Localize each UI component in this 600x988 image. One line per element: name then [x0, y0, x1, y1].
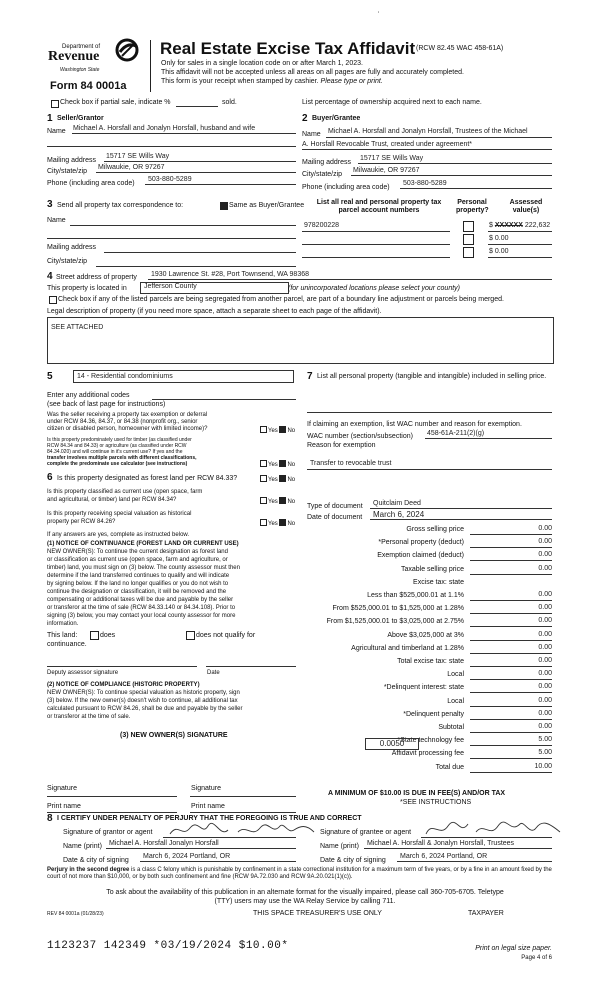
timber-yes-no: Yes No [260, 460, 295, 469]
buyer-city-label: City/state/zip [302, 171, 343, 178]
additional-codes-line[interactable] [152, 399, 296, 400]
tax-row-line [470, 745, 552, 746]
tax-row-label: *Delinquent penalty [403, 711, 464, 718]
correspondence-name-line-2[interactable] [47, 238, 296, 239]
historic-question-1: Is this property receiving special valuation as historical [47, 511, 192, 517]
buyer-name-line-2 [302, 149, 552, 150]
deputy-signature-label: Deputy assessor signature [47, 670, 119, 676]
seller-name-label: Name [47, 128, 66, 135]
notice2-body-line: (3) below. If the new owner(s) doesn't wish to continue, all additional tax [47, 698, 238, 704]
notice1-body-line: timber) land, you must sign on (3) below. The county assessor must then [47, 565, 240, 571]
notice2-title: (2) NOTICE OF COMPLIANCE (HISTORIC PROPERTY) [47, 682, 200, 688]
treasurer-stamp: 1123237 142349 *03/19/2024 $10.00* [47, 940, 289, 952]
notice1-body-line: information. [47, 621, 79, 627]
parcel-value-struck: XXXXXX [494, 222, 523, 229]
tax-row-value[interactable]: 5.00 [538, 749, 552, 756]
section-6-number: 6 [47, 472, 53, 483]
owner-print-line-1[interactable] [47, 812, 177, 813]
header-note-3: This form is your receipt when stamped by cashier. Please type or print. [161, 78, 383, 85]
parcel-value-1: $ XXXXXX 222,632 [489, 222, 551, 229]
seller-heading: Seller/Grantor [57, 115, 104, 122]
correspondence-label: Send all property tax correspondence to: [57, 202, 184, 209]
section-7-number: 7 [307, 371, 313, 382]
deputy-signature-line[interactable] [47, 666, 197, 667]
tax-row-value[interactable]: 10.00 [534, 763, 552, 770]
tax-row-label: *Personal property (deduct) [378, 539, 464, 546]
seller-mailing-label: Mailing address [47, 157, 97, 164]
land-does-not-label: does not qualify for [196, 632, 256, 639]
accessibility-note-2: (TTY) users may use the WA Relay Service by calling 711. [214, 898, 396, 905]
tax-row-line [470, 679, 552, 680]
parcel-personal-checkbox-1[interactable] [463, 221, 474, 232]
buyer-name-label: Name [302, 131, 321, 138]
notice1-body-line: or classification as current use (open space, farm and agriculture, or [47, 557, 228, 563]
section-8-number: 8 [47, 813, 53, 824]
tax-row-value[interactable]: 0.00 [538, 683, 552, 690]
segregated-checkbox[interactable] [49, 296, 57, 304]
tax-row-label: Total due [435, 764, 464, 771]
exemption-question-1: Was the seller receiving a property tax exemption or deferral [47, 412, 208, 418]
claim-exemption-label: If claiming an exemption, list WAC number and reason for exemption. [307, 421, 522, 428]
header-note-3-italic: Please type or print. [320, 78, 383, 85]
owner-signature-line-2[interactable] [190, 796, 296, 797]
tax-row-line [470, 626, 552, 627]
parcel-value-3: $ 0.00 [489, 248, 509, 255]
notice1-body-line: by signing below. If the land no longer qualifies or you do not wish to [47, 581, 229, 587]
grantee-name-line [364, 848, 552, 849]
personal-property-label: List all personal property (tangible and intangible) included in selling price. [317, 373, 547, 380]
owner-print-label-1: Print name [47, 803, 81, 810]
page-number: Page 4 of 6 [521, 955, 552, 961]
section-5-number: 5 [47, 371, 53, 382]
street-line [148, 279, 552, 280]
notice1-body-line: compensating or additional taxes will be due and payable by the seller [47, 597, 234, 603]
see-instructions-note: *SEE INSTRUCTIONS [400, 799, 472, 806]
notice1-body-line: or transferor at the time of sale (RCW 84.33.140 or 84.34.108). Prior to [47, 605, 236, 611]
this-land-label: This land: [47, 632, 78, 639]
tax-row-value[interactable]: 0.00 [538, 604, 552, 611]
notice1-body-line: NEW OWNER(S): To continue the current designation as forest land [47, 549, 228, 555]
dept-line2: Revenue [48, 49, 100, 64]
correspondence-mailing-label: Mailing address [47, 244, 97, 251]
buyer-phone[interactable]: 503-880-5289 [403, 180, 447, 187]
section-4-number: 4 [47, 271, 53, 282]
if-any-note: If any answers are yes, complete as instructed below. [47, 532, 190, 538]
personal-property-line[interactable] [307, 412, 552, 413]
seller-phone[interactable]: 503-880-5289 [148, 176, 192, 183]
doc-type-label: Type of document [307, 503, 363, 510]
tax-row-value[interactable]: 0.00 [538, 631, 552, 638]
tax-row-label: Taxable selling price [400, 566, 464, 573]
tax-row-value[interactable]: 0.00 [538, 723, 552, 730]
doc-date-line [370, 519, 552, 520]
tax-row-line [470, 534, 552, 535]
tax-row-value[interactable]: 0.00 [538, 617, 552, 624]
tax-row-value[interactable]: 0.00 [538, 525, 552, 532]
open-space-yes-checkbox[interactable] [260, 497, 267, 504]
notice2-body-line: calculated pursuant to RCW 84.26, shall be due and payable by the seller [47, 706, 243, 712]
form-number: Form 84 0001a [50, 80, 127, 92]
timber-no-checkbox[interactable] [279, 460, 286, 467]
seller-city-label: City/state/zip [47, 168, 88, 175]
timber-question-4: transfer involves multiple parcels with different classifications, [47, 455, 197, 461]
tax-row-value[interactable]: 0.00 [538, 565, 552, 572]
grantor-date-line [140, 861, 296, 862]
section-3-number: 3 [47, 199, 53, 210]
buyer-name-2[interactable]: A. Horsfall Revocable Trust, created under agreement* [302, 141, 473, 148]
grantor-signature-label: Signature of grantor or agent [63, 829, 153, 836]
timber-question-1: Is this property predominately used for timber (as classified under [47, 437, 192, 443]
street-label: Street address of property [56, 274, 137, 281]
tax-row-label: Local [447, 671, 464, 678]
historic-no-checkbox[interactable] [279, 519, 286, 526]
owner-print-line-2[interactable] [190, 812, 296, 813]
tax-row-value[interactable]: 0.00 [538, 538, 552, 545]
correspondence-name-label: Name [47, 217, 66, 224]
tax-row-line [470, 574, 552, 575]
exemption-yes-checkbox[interactable] [260, 426, 267, 433]
historic-question-2: property per RCW 84.26? [47, 519, 116, 525]
legal-description-box[interactable] [47, 317, 554, 364]
tax-row-line [470, 640, 552, 641]
tax-row-line [470, 719, 552, 720]
seller-name-line-2 [47, 146, 296, 147]
tax-row-line [470, 666, 552, 667]
notice1-title: (1) NOTICE OF CONTINUANCE (FOREST LAND OR CURRENT USE) [47, 541, 239, 547]
tax-row-label: Local [447, 698, 464, 705]
local-rate-input[interactable]: 0.0050 [365, 738, 419, 750]
exemption-yes-no: Yes No [260, 426, 295, 435]
buyer-phone-line [400, 188, 552, 189]
seller-mailing[interactable]: 15717 SE Wills Way [106, 153, 170, 160]
notice2-body-line: NEW OWNER(S): To continue special valuation as historic property, sign [47, 690, 240, 696]
doc-date[interactable]: March 6, 2024 [373, 510, 425, 519]
notice1-body-line: determine if the land transferred continues to qualify and will indicate [47, 573, 230, 579]
tax-row-label: Exemption claimed (deduct) [377, 552, 464, 559]
historic-yes-no: Yes No [260, 519, 295, 528]
partial-sale-label: Check box if partial sale, indicate % [60, 99, 171, 106]
tax-row-value[interactable]: 0.00 [538, 710, 552, 717]
partial-sale-line [176, 106, 218, 107]
header-note-2: This affidavit will not be accepted unless all areas on all pages are fully and accurately completed. [161, 69, 464, 76]
buyer-mailing-label: Mailing address [302, 159, 352, 166]
exemption-reason[interactable]: Transfer to revocable trust [310, 460, 392, 467]
parcel-line-3[interactable] [302, 257, 450, 258]
buyer-name-line [326, 137, 552, 138]
timber-question-3: 84.34.020) and will continue in it's current use? If yes and the [47, 449, 183, 455]
reason-label: Reason for exemption [307, 442, 376, 449]
notice3-title: (3) NEW OWNER(S) SIGNATURE [120, 732, 228, 739]
forest-yes-checkbox[interactable] [260, 475, 267, 482]
parcel-value-line-1 [488, 231, 552, 232]
forest-no-checkbox[interactable] [279, 475, 286, 482]
tax-row-value[interactable]: 0.00 [538, 644, 552, 651]
correspondence-name-line[interactable] [70, 225, 296, 226]
located-label: This property is located in [47, 285, 127, 292]
buyer-name-1[interactable]: Michael A. Horsfall and Jonalyn Horsfall, Trustees of the Michael [328, 128, 528, 135]
doc-type[interactable]: Quitclaim Deed [373, 500, 421, 507]
tax-row-label: Gross selling price [406, 526, 464, 533]
segregated-note: Check box if any of the listed parcels are being segregated from another parcel, are part of a boundary line adjustment or parcels being merged. [58, 296, 504, 303]
county-select[interactable]: Jefferson County [140, 282, 289, 294]
open-space-no-checkbox[interactable] [279, 497, 286, 504]
form-title: Real Estate Excise Tax Affidavit [160, 39, 416, 58]
tax-row-label: Total excise tax: state [397, 658, 464, 665]
seller-city[interactable]: Milwaukie, OR 97267 [98, 164, 165, 171]
buyer-heading: Buyer/Grantee [312, 115, 361, 122]
seller-city-line [96, 172, 296, 173]
same-as-buyer-checkbox[interactable] [220, 202, 228, 210]
parcel-assessed-header: Assessed value(s) [509, 199, 543, 214]
parcel-personal-checkbox-2[interactable] [463, 234, 474, 245]
grantor-name[interactable]: Michael A. Horsfall Jonalyn Horsfall [109, 840, 219, 847]
grantor-date-label: Date & city of signing [63, 857, 129, 864]
owner-signature-line-1[interactable] [47, 796, 177, 797]
buyer-city[interactable]: Milwaukie, OR 97267 [353, 167, 420, 174]
owner-signature-label-1: Signature [47, 785, 77, 792]
tax-row-line [470, 653, 552, 654]
tax-row-value[interactable]: 5.00 [538, 736, 552, 743]
grantee-date-label: Date & city of signing [320, 857, 386, 864]
parcel-number-1[interactable]: 978200228 [304, 222, 340, 229]
tax-row-line [470, 732, 552, 733]
parcel-line-2[interactable] [302, 244, 450, 245]
land-does-checkbox[interactable] [90, 631, 99, 640]
doc-date-label: Date of document [307, 514, 363, 521]
revision-code: REV 84 0001a (01/28/23) [47, 911, 104, 917]
correspondence-city-label: City/state/zip [47, 258, 88, 265]
seller-mailing-line [104, 161, 296, 162]
parcel-value-line-2 [488, 244, 552, 245]
notice1-body-line: signing (3) below, you may contact your local county assessor for more [47, 613, 236, 619]
correspondence-city-line[interactable] [96, 266, 296, 267]
partial-sale-suffix: sold. [222, 99, 237, 106]
grantor-name-line [106, 848, 296, 849]
dept-line3: Washington State [60, 67, 100, 73]
tax-row-line [470, 560, 552, 561]
parcel-line-1 [302, 231, 450, 232]
open-space-yes-no: Yes No [260, 497, 295, 506]
timber-yes-checkbox[interactable] [260, 460, 267, 467]
reason-line [307, 469, 552, 470]
grantor-name-label: Name (print) [63, 843, 102, 850]
grantor-date-city[interactable]: March 6, 2024 Portland, OR [143, 853, 231, 860]
street-address[interactable]: 1930 Lawrence St. #28, Port Townsend, WA 98368 [151, 271, 309, 278]
accessibility-note-1: To ask about the availability of this publication in an alternate format for the visually impaired, please call 360-705-6705. Teletype [106, 889, 504, 896]
partial-sale-checkbox[interactable] [51, 100, 59, 108]
tax-row-value[interactable]: 0.00 [538, 551, 552, 558]
exemption-no-checkbox[interactable] [279, 426, 286, 433]
legal-description: SEE ATTACHED [51, 324, 104, 331]
section-2-number: 2 [302, 113, 308, 124]
historic-yes-checkbox[interactable] [260, 519, 267, 526]
open-space-question-2: and agricultural, or timber) land per RCW 84.34? [47, 497, 177, 503]
tax-row-label: Agricultural and timberland at 1.28% [351, 645, 464, 652]
grantee-signature-line [421, 837, 552, 838]
minimum-note: A MINIMUM OF $10.00 IS DUE IN FEE(S) AND/OR TAX [328, 790, 506, 797]
seller-phone-line [145, 184, 296, 185]
parcel-personal-checkbox-3[interactable] [463, 247, 474, 258]
wac-line [425, 438, 552, 439]
correspondence-mailing-line[interactable] [104, 252, 296, 253]
parcel-list-header: List all real and personal property tax parcel account numbers [316, 199, 442, 214]
tax-row-line [470, 692, 552, 693]
open-space-question-1: Is this property classified as current use (open space, farm [47, 489, 203, 495]
section-1-number: 1 [47, 113, 53, 124]
tax-row-label: Affidavit processing fee [391, 750, 464, 757]
notice2-body-line: or transferor at the time of sale. [47, 714, 131, 720]
exemption-question-3: citizen or disabled person, homeowner with limited income)? [47, 426, 208, 432]
tax-row-label: From $525,000.01 to $1,525,000 at 1.28% [332, 605, 464, 612]
grantee-signature-label: Signature of grantee or agent [320, 829, 412, 836]
tax-row-value[interactable]: 0.00 [538, 591, 552, 598]
treasurer-use-label: THIS SPACE TREASURER'S USE ONLY [253, 910, 382, 917]
timber-question-5: complete the predominate use calculator (see instructions) [47, 461, 188, 467]
tax-row-label: *State technology fee [397, 737, 464, 744]
grantee-date-city[interactable]: March 6, 2024 Portland, OR [400, 853, 488, 860]
buyer-mailing-line [358, 163, 552, 164]
deputy-date-line[interactable] [206, 666, 296, 667]
legal-label: Legal description of property (if you need more space, attach a separate sheet to each page of the affidavit). [47, 308, 382, 315]
tax-row-value[interactable]: 0.00 [538, 657, 552, 664]
grantee-name-label: Name (print) [320, 843, 359, 850]
tax-row-line [470, 758, 552, 759]
revenue-swirl-icon [114, 38, 140, 67]
tax-row-value[interactable]: 0.00 [538, 670, 552, 677]
timber-question-2: RCW 84.34 and 84.33) or agriculture (as classified under RCW [47, 443, 187, 449]
header-note-1: Only for sales in a single location code on or after March 1, 2023. [161, 60, 363, 67]
tax-row-line [470, 547, 552, 548]
grantee-date-line [397, 861, 552, 862]
legal-paper-note: Print on legal size paper. [475, 945, 552, 952]
dept-line1: Department of [62, 44, 101, 50]
grantor-signature-line [163, 837, 296, 838]
land-does-not-checkbox[interactable] [186, 631, 195, 640]
ownership-note: List percentage of ownership acquired next to each name. [302, 99, 482, 106]
wac-label: WAC number (section/subsection) [307, 433, 413, 440]
forest-question: Is this property designated as forest land per RCW 84.33? [57, 475, 238, 482]
seller-name[interactable]: Michael A. Horsfall and Jonalyn Horsfall, husband and wife [73, 125, 256, 132]
tax-row-label: Above $3,025,000 at 3% [387, 632, 464, 639]
continuance-label: continuance. [47, 641, 87, 648]
exemption-question-2: under RCW 84.36, 84.37, or 84.38 (nonprofit org., senior [47, 419, 198, 425]
forest-yes-no: Yes No [260, 475, 295, 484]
tax-row-line [470, 706, 552, 707]
parcel-personal-header: Personal property? [456, 199, 489, 214]
tax-row-line [470, 613, 552, 614]
land-does-label: does [100, 632, 116, 639]
grantee-name[interactable]: Michael A. Horsfall & Jonalyn Horsfall, Trustees [367, 840, 515, 847]
additional-codes-label: Enter any additional codes [47, 392, 130, 399]
parcel-value-2: $ 0.00 [489, 235, 509, 242]
header-divider [150, 40, 151, 92]
owner-print-label-2: Print name [191, 803, 225, 810]
scan-mark: ’ [378, 12, 380, 18]
taxpayer-label: TAXPAYER [468, 910, 504, 917]
tax-row-line [470, 600, 552, 601]
land-use-code-select[interactable]: 14 - Residential condominiums [73, 370, 294, 383]
buyer-phone-label: Phone (including area code) [302, 184, 390, 191]
parcel-value-line-3 [488, 257, 552, 258]
tax-row-line [470, 772, 552, 773]
county-note: (for unincorporated locations please select your county) [288, 285, 460, 292]
seller-name-line [72, 133, 296, 134]
perjury-notice: Perjury in the second degree is a class C felony which is punishable by confinement in a state correctional institution for a maximum term of five years, or by a fine in an amount fixed by the court of not more than $10,000, or by both such confinement and fine (RCW 9A.72.030 and RCW 9A.20.021(1)(c)). [47, 867, 552, 880]
deputy-date-label: Date [207, 670, 220, 676]
seller-phone-label: Phone (including area code) [47, 180, 135, 187]
wac-number[interactable]: 458-61A-211(2)(g) [427, 430, 485, 437]
owner-signature-label-2: Signature [191, 785, 221, 792]
buyer-city-line [351, 175, 552, 176]
doc-type-line [370, 508, 552, 509]
tax-row-label: Excise tax: state [413, 579, 464, 586]
certify-statement: I CERTIFY UNDER PENALTY OF PERJURY THAT THE FOREGOING IS TRUE AND CORRECT [57, 815, 362, 822]
same-as-buyer-label: Same as Buyer/Grantee [229, 202, 305, 209]
tax-row-label: From $1,525,000.01 to $3,025,000 at 2.75% [326, 618, 464, 625]
see-back-note: (see back of last page for instructions) [47, 401, 166, 408]
tax-row-label: Less than $525,000.01 at 1.1% [367, 592, 464, 599]
rcw-reference: (RCW 82.45 WAC 458-61A) [416, 45, 504, 52]
buyer-mailing[interactable]: 15717 SE Wills Way [360, 155, 424, 162]
notice1-body-line: continue the designation or classification, it will be removed and the [47, 589, 227, 595]
tax-row-value[interactable]: 0.00 [538, 697, 552, 704]
tax-row-label: Subtotal [438, 724, 464, 731]
tax-row-label: *Delinquent interest: state [383, 684, 464, 691]
